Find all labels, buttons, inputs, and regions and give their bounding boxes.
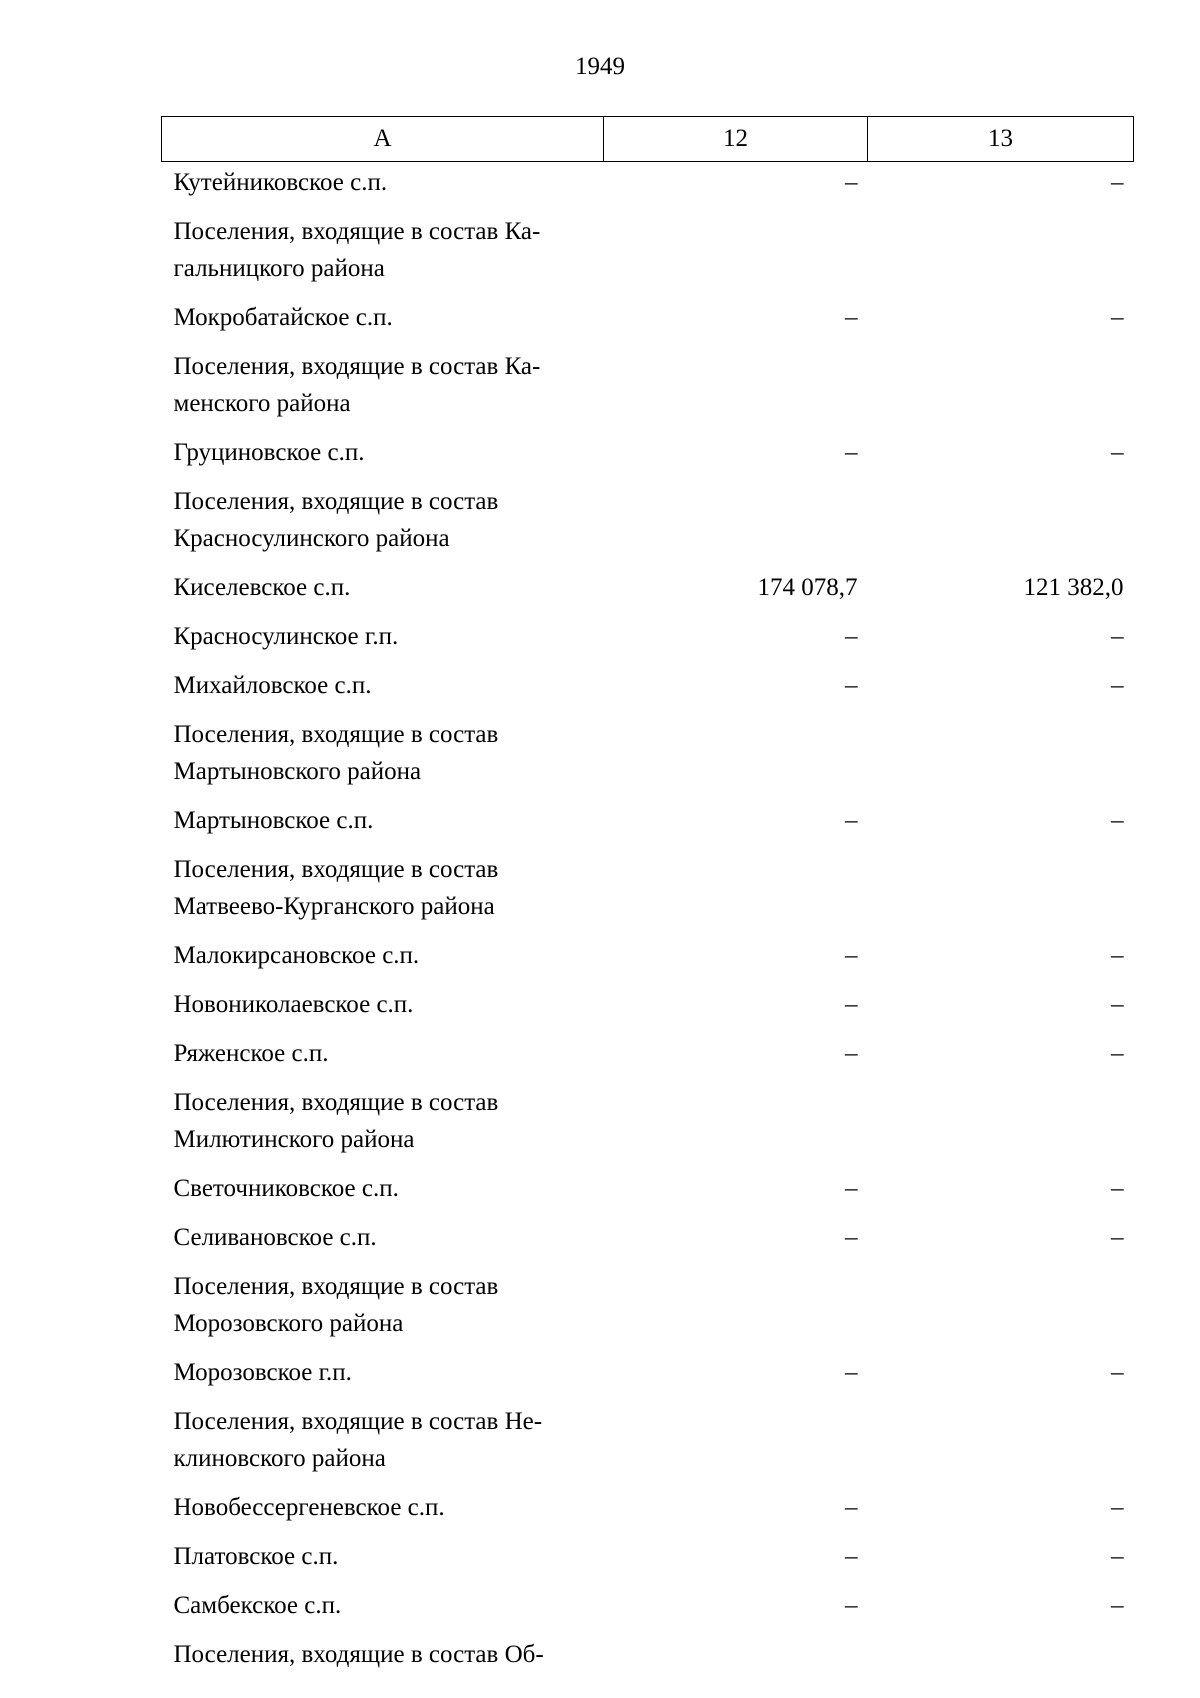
value-column-13 [868,343,1134,429]
page-number: 1949 [575,53,625,80]
value-column-13: – [1111,439,1124,466]
value-column-12: – [845,1040,858,1067]
table-row [162,613,1134,662]
table-row [162,1263,1134,1349]
value-column-12: – [845,439,858,466]
value-column-13: – [1111,672,1124,699]
value-column-12: – [845,304,858,331]
value-column-12 [604,208,868,294]
settlement-name: Поселения, входящие в состав Морозовского района [173,1273,499,1337]
value-column-12: – [845,1543,858,1570]
value-column-13: – [1111,1040,1124,1067]
value-column-13: – [1111,991,1124,1018]
value-column-13: – [1111,169,1124,196]
value-column-12 [604,1398,868,1484]
settlement-name: Поселения, входящие в состав Мартыновского района [173,721,499,785]
table-row [162,208,1134,294]
table-row [162,343,1134,429]
value-column-12: – [845,1359,858,1386]
settlement-name: Кутейниковское с.п. [173,169,388,196]
settlement-name: Поселения, входящие в состав Об- [173,1641,544,1668]
table-header [162,117,1134,162]
table-row [162,662,1134,711]
value-column-12 [604,1631,868,1680]
table-row [162,162,1134,209]
value-column-13 [868,1079,1134,1165]
value-column-12: – [845,672,858,699]
value-column-13: 121 382,0 [1023,574,1124,601]
table-row [162,932,1134,981]
value-column-13: – [1111,1494,1124,1521]
value-column-12 [604,711,868,797]
table-row [162,1349,1134,1398]
budget-table-container [161,116,1133,1680]
value-column-12 [604,846,868,932]
table-row [162,1030,1134,1079]
settlement-name: Новобессергеневское с.п. [173,1494,445,1521]
table-row [162,846,1134,932]
settlement-name: Самбекское с.п. [173,1592,342,1619]
value-column-12 [604,1079,868,1165]
settlement-name: Платовское с.п. [173,1543,339,1570]
value-column-12: – [845,1175,858,1202]
table-row [162,564,1134,613]
table-row [162,429,1134,478]
table-row [162,294,1134,343]
value-column-12: 174 078,7 [757,574,858,601]
value-column-13: – [1111,1543,1124,1570]
settlement-name: Мокробатайское с.п. [173,304,393,331]
settlement-name: Поселения, входящие в состав Милютинского района [173,1089,499,1153]
table-row [162,711,1134,797]
value-column-12: – [845,623,858,650]
header-column-a: А [162,117,604,162]
value-column-12: – [845,942,858,969]
budget-table [161,116,1134,1680]
value-column-13 [868,478,1134,564]
value-column-12: – [845,169,858,196]
settlement-name: Мартыновское с.п. [173,807,374,834]
table-row [162,981,1134,1030]
value-column-12 [604,343,868,429]
table-row [162,478,1134,564]
value-column-13 [868,1263,1134,1349]
value-column-13: – [1111,1592,1124,1619]
settlement-name: Светочниковское с.п. [173,1175,399,1202]
table-row [162,1214,1134,1263]
value-column-12: – [845,807,858,834]
settlement-name: Груциновское с.п. [173,439,365,466]
value-column-12: – [845,991,858,1018]
value-column-12: – [845,1592,858,1619]
value-column-12: – [845,1224,858,1251]
table-row [162,1079,1134,1165]
value-column-13: – [1111,1359,1124,1386]
settlement-name: Поселения, входящие в состав Не-клиновского района [173,1408,543,1472]
settlement-name: Поселения, входящие в состав Матвеево-Курганского района [173,856,499,920]
value-column-13 [868,208,1134,294]
settlement-name: Поселения, входящие в состав Ка-менского района [173,353,541,417]
value-column-13: – [1111,807,1124,834]
settlement-name: Михайловское с.п. [173,672,372,699]
settlement-name: Селивановское с.п. [173,1224,377,1251]
table-row [162,1484,1134,1533]
value-column-13: – [1111,1224,1124,1251]
settlement-name: Поселения, входящие в состав Ка-гальницкого района [173,218,541,282]
settlement-name: Красносулинское г.п. [173,623,399,650]
value-column-13: – [1111,942,1124,969]
value-column-12 [604,1263,868,1349]
table-body [162,162,1134,1681]
settlement-name: Морозовское г.п. [173,1359,352,1386]
value-column-13: – [1111,304,1124,331]
value-column-13 [868,1631,1134,1680]
table-row [162,1165,1134,1214]
value-column-13 [868,846,1134,932]
value-column-12: – [845,1494,858,1521]
settlement-name: Поселения, входящие в состав Красносулинского района [173,488,499,552]
table-row [162,1631,1134,1680]
value-column-13: – [1111,1175,1124,1202]
value-column-12 [604,478,868,564]
table-row [162,1533,1134,1582]
header-row [162,117,1134,162]
settlement-name: Ряженское с.п. [173,1040,329,1067]
table-row [162,1582,1134,1631]
header-column-12: 12 [604,117,868,162]
settlement-name: Киселевское с.п. [173,574,351,601]
settlement-name: Малокирсановское с.п. [173,942,420,969]
header-column-13: 13 [868,117,1134,162]
table-row [162,1398,1134,1484]
settlement-name: Новониколаевское с.п. [173,991,414,1018]
table-row [162,797,1134,846]
value-column-13 [868,1398,1134,1484]
value-column-13: – [1111,623,1124,650]
value-column-13 [868,711,1134,797]
